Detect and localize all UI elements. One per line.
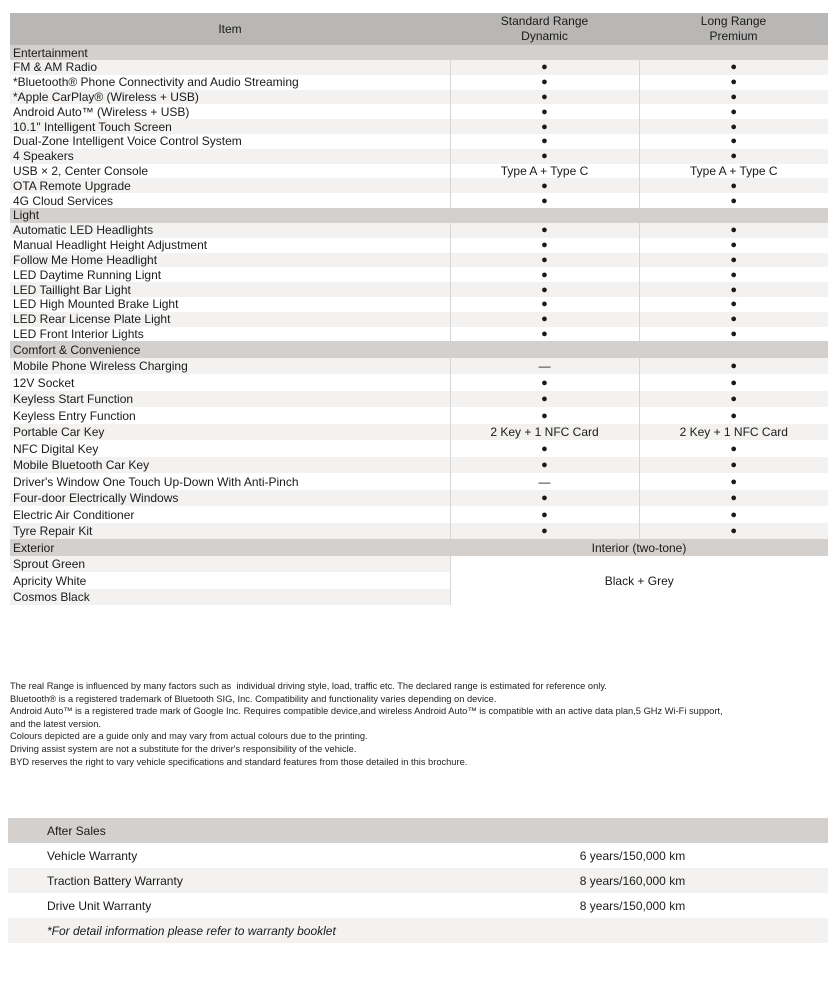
warranty-footnote: *For detail information please refer to warranty booklet: [8, 918, 828, 943]
long-range-value: ●: [639, 267, 828, 282]
feature-row: [10, 104, 828, 119]
long-range-value: Type A + Type C: [639, 164, 828, 179]
feature-row: [10, 523, 828, 540]
feature-name: Automatic LED Headlights: [10, 223, 450, 238]
after-sales-table: [8, 818, 828, 943]
standard-range-value: ●: [450, 440, 639, 457]
feature-row: [10, 238, 828, 253]
long-range-value: ●: [639, 358, 828, 375]
standard-range-value: ●: [450, 327, 639, 342]
feature-row: [10, 164, 828, 179]
long-range-value: ●: [639, 282, 828, 297]
long-range-value: ●: [639, 253, 828, 268]
feature-row: [10, 506, 828, 523]
feature-row: [10, 391, 828, 408]
light-section: [10, 208, 828, 341]
long-range-value: ●: [639, 297, 828, 312]
standard-range-value: —: [450, 473, 639, 490]
warranty-row: [8, 893, 828, 918]
feature-row: [10, 75, 828, 90]
header-standard-range-line1: Standard Range: [500, 14, 589, 28]
interior-colour: Black + Grey: [450, 556, 828, 606]
long-range-value: ●: [639, 407, 828, 424]
feature-row: [10, 253, 828, 268]
long-range-value: ●: [639, 75, 828, 90]
after-sales-header: [8, 818, 828, 843]
note-line: The real Range is influenced by many factors such as individual driving style, load, traffic etc. The declared range is estimated for reference only.: [10, 681, 607, 691]
standard-range-value: ●: [450, 407, 639, 424]
feature-row: [10, 297, 828, 312]
standard-range-value: ●: [450, 267, 639, 282]
header-long-range: [639, 13, 828, 45]
header-long-range-line2: Premium: [709, 29, 758, 43]
warranty-row: [8, 843, 828, 868]
long-range-value: ●: [639, 60, 828, 75]
warranty-value: 8 years/160,000 km: [467, 868, 828, 893]
feature-name: Keyless Entry Function: [10, 407, 450, 424]
feature-name: Tyre Repair Kit: [10, 523, 450, 540]
feature-row: [10, 60, 828, 75]
feature-name: 10.1" Intelligent Touch Screen: [10, 119, 450, 134]
exterior-title: Exterior: [10, 539, 450, 556]
header-standard-range: [450, 13, 639, 45]
standard-range-value: ●: [450, 193, 639, 208]
feature-name: Mobile Phone Wireless Charging: [10, 358, 450, 375]
long-range-value: ●: [639, 134, 828, 149]
feature-name: Android Auto™ (Wireless + USB): [10, 104, 450, 119]
feature-row: [10, 178, 828, 193]
standard-range-value: ●: [450, 238, 639, 253]
warranty-value: 6 years/150,000 km: [579, 848, 686, 863]
warranty-footnote-row: [8, 918, 828, 943]
feature-name: Electric Air Conditioner: [10, 506, 450, 523]
long-range-value: ●: [639, 490, 828, 507]
standard-range-value: ●: [450, 178, 639, 193]
feature-name: NFC Digital Key: [10, 440, 450, 457]
long-range-value: ●: [639, 119, 828, 134]
after-sales-title: After Sales: [8, 818, 828, 843]
standard-range-value: ●: [450, 134, 639, 149]
section-title: Comfort & Convenience: [10, 341, 828, 358]
standard-range-value: Type A + Type C: [450, 164, 639, 179]
standard-range-value: ●: [450, 104, 639, 119]
standard-range-value: ●: [450, 253, 639, 268]
long-range-value: ●: [639, 238, 828, 253]
feature-name: LED Daytime Running Lignt: [10, 267, 450, 282]
standard-range-value: ●: [450, 223, 639, 238]
standard-range-value: ●: [450, 506, 639, 523]
standard-range-value: ●: [450, 90, 639, 105]
header-item: Item: [10, 13, 450, 45]
feature-name: Mobile Bluetooth Car Key: [10, 457, 450, 474]
standard-range-value: ●: [450, 119, 639, 134]
feature-name: 12V Socket: [10, 374, 450, 391]
feature-row: [10, 193, 828, 208]
warranty-row: [8, 868, 828, 893]
section-header-comfort: [10, 341, 828, 358]
standard-range-value: ●: [450, 282, 639, 297]
standard-range-value: ●: [450, 297, 639, 312]
feature-row: [10, 490, 828, 507]
feature-row: [10, 457, 828, 474]
note-line: Driving assist system are not a substitute for the driver's responsibility of the vehicle.: [10, 743, 357, 754]
feature-name: LED Front Interior Lights: [10, 327, 450, 342]
feature-name: OTA Remote Upgrade: [10, 178, 450, 193]
feature-name: Manual Headlight Height Adjustment: [10, 238, 450, 253]
standard-range-value: ●: [450, 374, 639, 391]
feature-row: [10, 119, 828, 134]
note-line: BYD reserves the right to vary vehicle specifications and standard features from those detailed in this brochure.: [10, 756, 468, 767]
section-title: Light: [10, 208, 828, 223]
warranty-name: Traction Battery Warranty: [8, 868, 467, 893]
feature-name: Dual-Zone Intelligent Voice Control System: [10, 134, 450, 149]
feature-name: LED Rear License Plate Light: [10, 312, 450, 327]
long-range-value: ●: [639, 473, 828, 490]
warranty-value: 8 years/150,000 km: [579, 898, 686, 913]
feature-row: [10, 358, 828, 375]
colours-section: [10, 539, 828, 605]
warranty-name: Drive Unit Warranty: [47, 898, 152, 913]
feature-row: [10, 424, 828, 441]
section-header-entertainment: [10, 45, 828, 60]
long-range-value: ●: [639, 312, 828, 327]
note-line: and the latest version.: [10, 718, 101, 729]
warranty-name: Vehicle Warranty: [47, 848, 138, 863]
feature-row: [10, 374, 828, 391]
section-header-light: [10, 208, 828, 223]
feature-name: 4 Speakers: [10, 149, 450, 164]
feature-name: *Bluetooth® Phone Connectivity and Audio Streaming: [10, 75, 450, 90]
long-range-value: ●: [639, 223, 828, 238]
entertainment-section: [10, 45, 828, 208]
disclaimer-notes: [10, 680, 810, 768]
standard-range-value: 2 Key + 1 NFC Card: [450, 424, 639, 441]
long-range-value: ●: [639, 104, 828, 119]
feature-name: *Apple CarPlay® (Wireless + USB): [10, 90, 450, 105]
feature-name: Follow Me Home Headlight: [10, 253, 450, 268]
feature-name: Keyless Start Function: [10, 391, 450, 408]
long-range-value: ●: [639, 149, 828, 164]
long-range-value: ●: [639, 457, 828, 474]
spec-header-row: [10, 13, 828, 45]
long-range-value: ●: [639, 440, 828, 457]
standard-range-value: ●: [450, 391, 639, 408]
long-range-value: ●: [639, 523, 828, 540]
feature-name: 4G Cloud Services: [10, 193, 450, 208]
feature-row: [10, 440, 828, 457]
exterior-colour: Cosmos Black: [10, 589, 450, 606]
long-range-value: ●: [639, 193, 828, 208]
long-range-value: ●: [639, 506, 828, 523]
standard-range-value: —: [450, 358, 639, 375]
exterior-colour-row: [10, 556, 828, 573]
standard-range-value: ●: [450, 457, 639, 474]
long-range-value: ●: [639, 391, 828, 408]
feature-row: [10, 149, 828, 164]
standard-range-value: ●: [450, 60, 639, 75]
header-long-range-line1: Long Range: [700, 14, 767, 28]
feature-row: [10, 223, 828, 238]
note-line: Colours depicted are a guide only and may vary from actual colours due to the printing.: [10, 731, 368, 742]
feature-name: Driver's Window One Touch Up-Down With Anti-Pinch: [10, 473, 450, 490]
feature-row: [10, 312, 828, 327]
feature-name: Four-door Electrically Windows: [10, 490, 450, 507]
feature-row: [10, 473, 828, 490]
feature-name: FM & AM Radio: [10, 60, 450, 75]
feature-name: LED Taillight Bar Light: [10, 282, 450, 297]
long-range-value: ●: [639, 327, 828, 342]
feature-row: [10, 282, 828, 297]
section-title: Entertainment: [10, 45, 828, 60]
feature-name: LED High Mounted Brake Light: [10, 297, 450, 312]
spec-table: [10, 13, 828, 605]
standard-range-value: ●: [450, 312, 639, 327]
feature-row: [10, 327, 828, 342]
long-range-value: ●: [639, 374, 828, 391]
exterior-colour: Sprout Green: [10, 556, 450, 573]
standard-range-value: ●: [450, 75, 639, 90]
long-range-value: ●: [639, 90, 828, 105]
long-range-value: 2 Key + 1 NFC Card: [639, 424, 828, 441]
header-standard-range-line2: Dynamic: [521, 29, 568, 43]
feature-row: [10, 267, 828, 282]
feature-name: Portable Car Key: [10, 424, 450, 441]
interior-title: Interior (two-tone): [450, 539, 828, 556]
note-line: Bluetooth® is a registered trademark of Bluetooth SIG, Inc. Compatibility and functionality varies depending on device.: [10, 693, 497, 704]
feature-name: USB × 2, Center Console: [10, 164, 450, 179]
comfort-section: [10, 341, 828, 539]
standard-range-value: ●: [450, 149, 639, 164]
section-header-colours: [10, 539, 828, 556]
standard-range-value: ●: [450, 523, 639, 540]
note-line: Android Auto™ is a registered trade mark of Google Inc. Requires compatible device,and wireless Android Auto™ is compatible with an active data plan,5 GHz Wi-Fi support,: [10, 706, 723, 717]
feature-row: [10, 407, 828, 424]
feature-row: [10, 134, 828, 149]
feature-row: [10, 90, 828, 105]
standard-range-value: ●: [450, 490, 639, 507]
long-range-value: ●: [639, 178, 828, 193]
exterior-colour: Apricity White: [10, 572, 450, 589]
